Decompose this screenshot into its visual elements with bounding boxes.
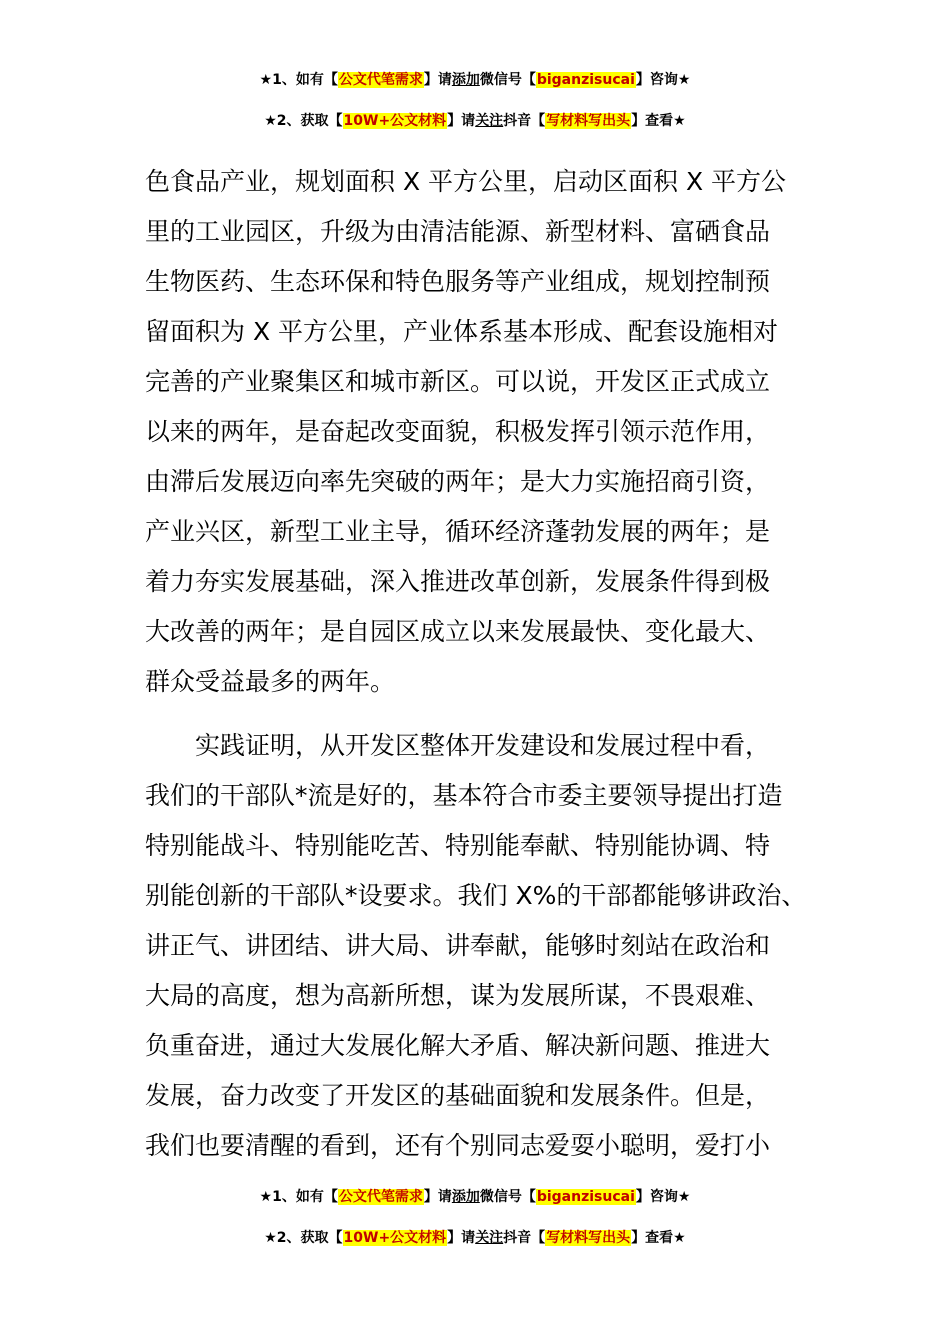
header-line-1-middle: 】请 xyxy=(423,72,452,88)
paragraph-2-line: 大局的高度，想为高新所想，谋为发展所谋，不畏艰难、 xyxy=(145,981,771,1010)
paragraph-1-line: 留面积为 X 平方公里，产业体系基本形成、配套设施相对 xyxy=(145,317,779,346)
paragraph-1-line: 生物医药、生态环保和特色服务等产业组成，规划控制预 xyxy=(145,267,771,296)
footer-line-2-prefix: ★2、获取【 xyxy=(264,1230,343,1246)
header-line-1-highlight-service: 公文代笔需求 xyxy=(338,72,423,88)
header-line-1 xyxy=(0,68,950,92)
header-line-2-middle-2: 抖音【 xyxy=(503,113,546,129)
paragraph-1-line: 由滞后发展迈向率先突破的两年；是大力实施招商引资， xyxy=(145,467,771,496)
header-line-1-underline: 添加 xyxy=(451,72,480,88)
footer-line-1-middle: 】请 xyxy=(423,1189,452,1205)
paragraph-2-line: 发展，奋力改变了开发区的基础面貌和发展条件。但是， xyxy=(145,1081,771,1110)
paragraph-1-line: 大改善的两年；是自园区成立以来发展最快、变化最大、 xyxy=(145,617,771,646)
paragraph-2-line: 负重奋进，通过大发展化解大矛盾、解决新问题、推进大 xyxy=(145,1031,771,1060)
paragraph-1-line: 里的工业园区，升级为由清洁能源、新型材料、富硒食品 xyxy=(145,217,771,246)
footer-line-1-middle-2: 微信号【 xyxy=(479,1189,536,1205)
header-line-2-middle: 】请 xyxy=(447,113,476,129)
document-body xyxy=(145,157,825,1171)
paragraph-spacer xyxy=(145,707,825,721)
footer-line-2-suffix: 】查看★ xyxy=(631,1230,686,1246)
paragraph-2-line: 我们的干部队*流是好的，基本符合市委主要领导提出打造 xyxy=(145,781,783,810)
footer-line-2-middle-2: 抖音【 xyxy=(503,1230,546,1246)
footer-line-1-prefix: ★1、如有【 xyxy=(259,1189,338,1205)
footer-line-2-highlight-douyin: 写材料写出头 xyxy=(546,1230,631,1246)
footer-line-1 xyxy=(0,1185,950,1209)
footer-line-2-underline: 关注 xyxy=(475,1230,504,1246)
header-line-2 xyxy=(0,109,950,133)
footer-line-1-suffix: 】咨询★ xyxy=(635,1189,691,1205)
paragraph-2-line: 别能创新的干部队*设要求。我们 X%的干部都能够讲政治、 xyxy=(145,881,807,910)
paragraph-2 xyxy=(145,721,825,1171)
paragraph-1-line: 群众受益最多的两年。 xyxy=(145,667,396,696)
footer-line-2-middle: 】请 xyxy=(447,1230,476,1246)
paragraph-2-line: 特别能战斗、特别能吃苦、特别能奉献、特别能协调、特 xyxy=(145,831,771,860)
header-line-1-prefix: ★1、如有【 xyxy=(259,72,338,88)
header-line-1-middle-2: 微信号【 xyxy=(479,72,536,88)
paragraph-1-line: 色食品产业，规划面积 X 平方公里，启动区面积 X 平方公 xyxy=(145,167,787,196)
paragraph-2-line: 实践证明，从开发区整体开发建设和发展过程中看， xyxy=(145,731,771,760)
header-line-2-highlight-douyin: 写材料写出头 xyxy=(546,113,631,129)
paragraph-1-line: 着力夯实发展基础，深入推进改革创新，发展条件得到极 xyxy=(145,567,771,596)
paragraph-2-line: 讲正气、讲团结、讲大局、讲奉献，能够时刻站在政治和 xyxy=(145,931,771,960)
paragraph-1-line: 以来的两年，是奋起改变面貌，积极发挥引领示范作用， xyxy=(145,417,771,446)
header-line-2-underline: 关注 xyxy=(475,113,504,129)
footer-line-1-highlight-wechat: biganzisucai xyxy=(536,1189,635,1205)
footer-line-1-highlight-service: 公文代笔需求 xyxy=(338,1189,423,1205)
paragraph-1 xyxy=(145,157,825,707)
header-line-1-highlight-wechat: biganzisucai xyxy=(536,72,635,88)
paragraph-1-line: 产业兴区，新型工业主导，循环经济蓬勃发展的两年；是 xyxy=(145,517,771,546)
header-line-2-prefix: ★2、获取【 xyxy=(264,113,343,129)
paragraph-2-line: 我们也要清醒的看到，还有个别同志爱耍小聪明，爱打小 xyxy=(145,1131,771,1160)
paragraph-1-line: 完善的产业聚集区和城市新区。可以说，开发区正式成立 xyxy=(145,367,771,396)
footer-line-2 xyxy=(0,1226,950,1250)
header-line-2-highlight-materials: 10W+公文材料 xyxy=(343,113,447,129)
footer-line-1-underline: 添加 xyxy=(451,1189,480,1205)
header-line-1-suffix: 】咨询★ xyxy=(635,72,691,88)
footer-line-2-highlight-materials: 10W+公文材料 xyxy=(343,1230,447,1246)
header-line-2-suffix: 】查看★ xyxy=(631,113,686,129)
